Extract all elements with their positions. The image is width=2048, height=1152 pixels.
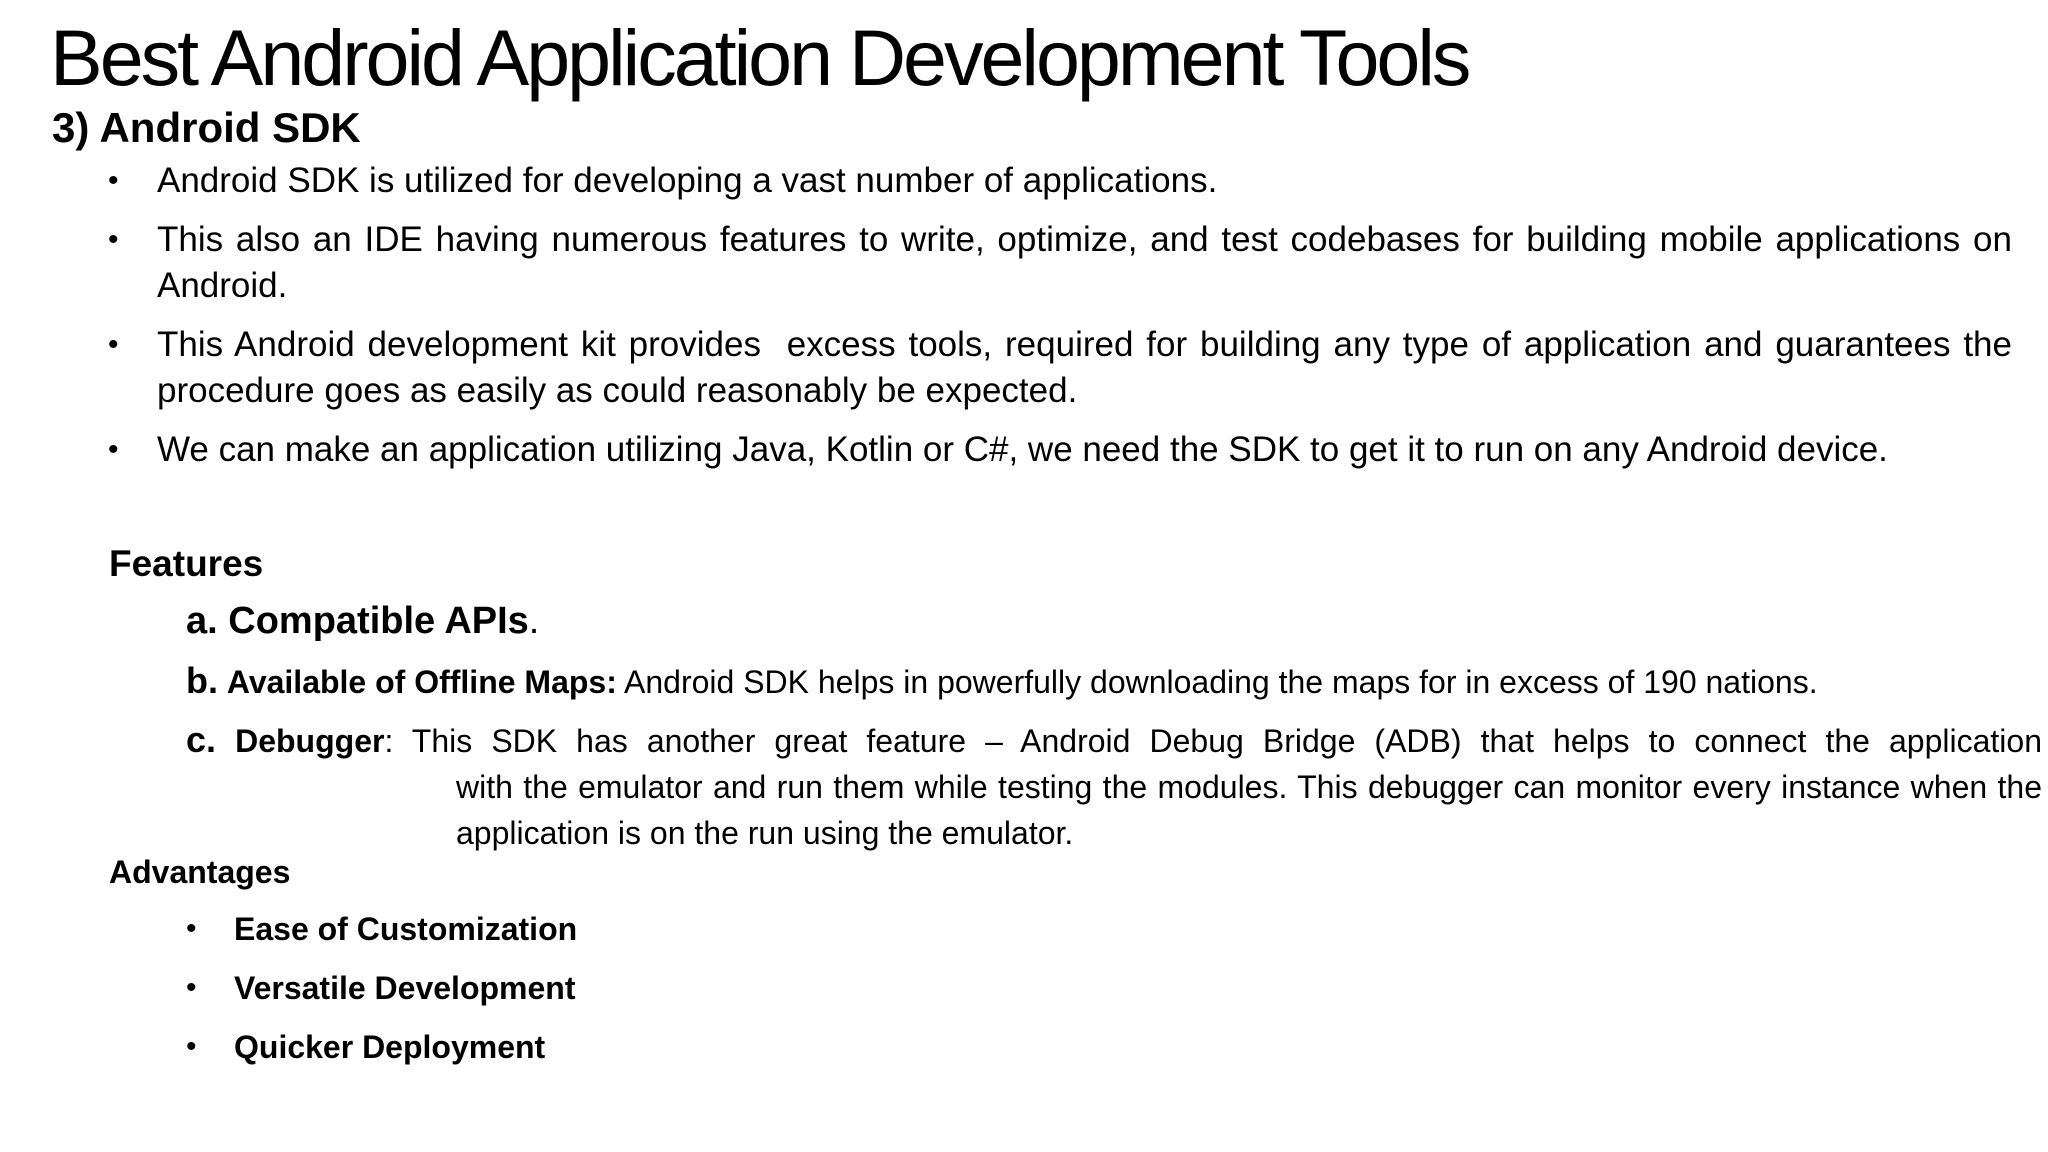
bullet-marker: • [108,328,119,361]
feature-item-c [186,717,2042,856]
advantage-item: Versatile Development [234,970,576,1006]
bullet-item: This also an IDE having numerous features to write, optimize, and test codebases for building mobile applications on Android. [157,220,2012,305]
feature-text: : This SDK has another great feature – Android Debug Bridge (ADB) that helps to connect the application [384,723,2043,759]
bullet-item: Android SDK is utilized for developing a vast number of applications. [157,161,1218,200]
feature-letter: c. [186,719,217,760]
bullet-marker: • [108,433,119,466]
advantage-item: Quicker Deployment [234,1029,546,1065]
slide-title: Best Android Application Development Tools [50,13,1469,102]
advantages-heading: Advantages [109,854,291,890]
feature-term: Available of Offline Maps: [226,664,617,700]
bullet-marker: • [108,223,119,256]
bullet-marker: • [186,971,197,1004]
feature-item-b [186,658,1818,705]
feature-continuation: with the emulator and run them while testing the modules. This debugger can monitor every instance when the application is on the run using the emulator. [456,769,2042,851]
feature-text: . [528,600,540,642]
feature-term: Debugger [235,723,385,759]
advantage-item: Ease of Customization [234,911,578,947]
features-heading: Features [109,543,264,584]
bullet-marker: • [186,1030,197,1063]
feature-term: Compatible APIs [228,600,529,642]
slide-subtitle: 3) Android SDK [52,104,361,151]
feature-letter: a. [186,600,218,642]
feature-item-a [186,596,539,646]
bullet-item: This Android development kit provides excess tools, required for building any type of application and guarantees the procedure goes as easily as could reasonably be expected. [157,325,2022,410]
feature-text: Android SDK helps in powerfully downloading the maps for in excess of 190 nations. [616,664,1818,700]
bullet-marker: • [186,912,197,945]
bullet-marker: • [108,164,119,197]
feature-letter: b. [186,660,218,701]
feature-first-line [186,717,2042,764]
bullet-item: We can make an application utilizing Java, Kotlin or C#, we need the SDK to get it to run on any Android device. [157,430,1888,469]
